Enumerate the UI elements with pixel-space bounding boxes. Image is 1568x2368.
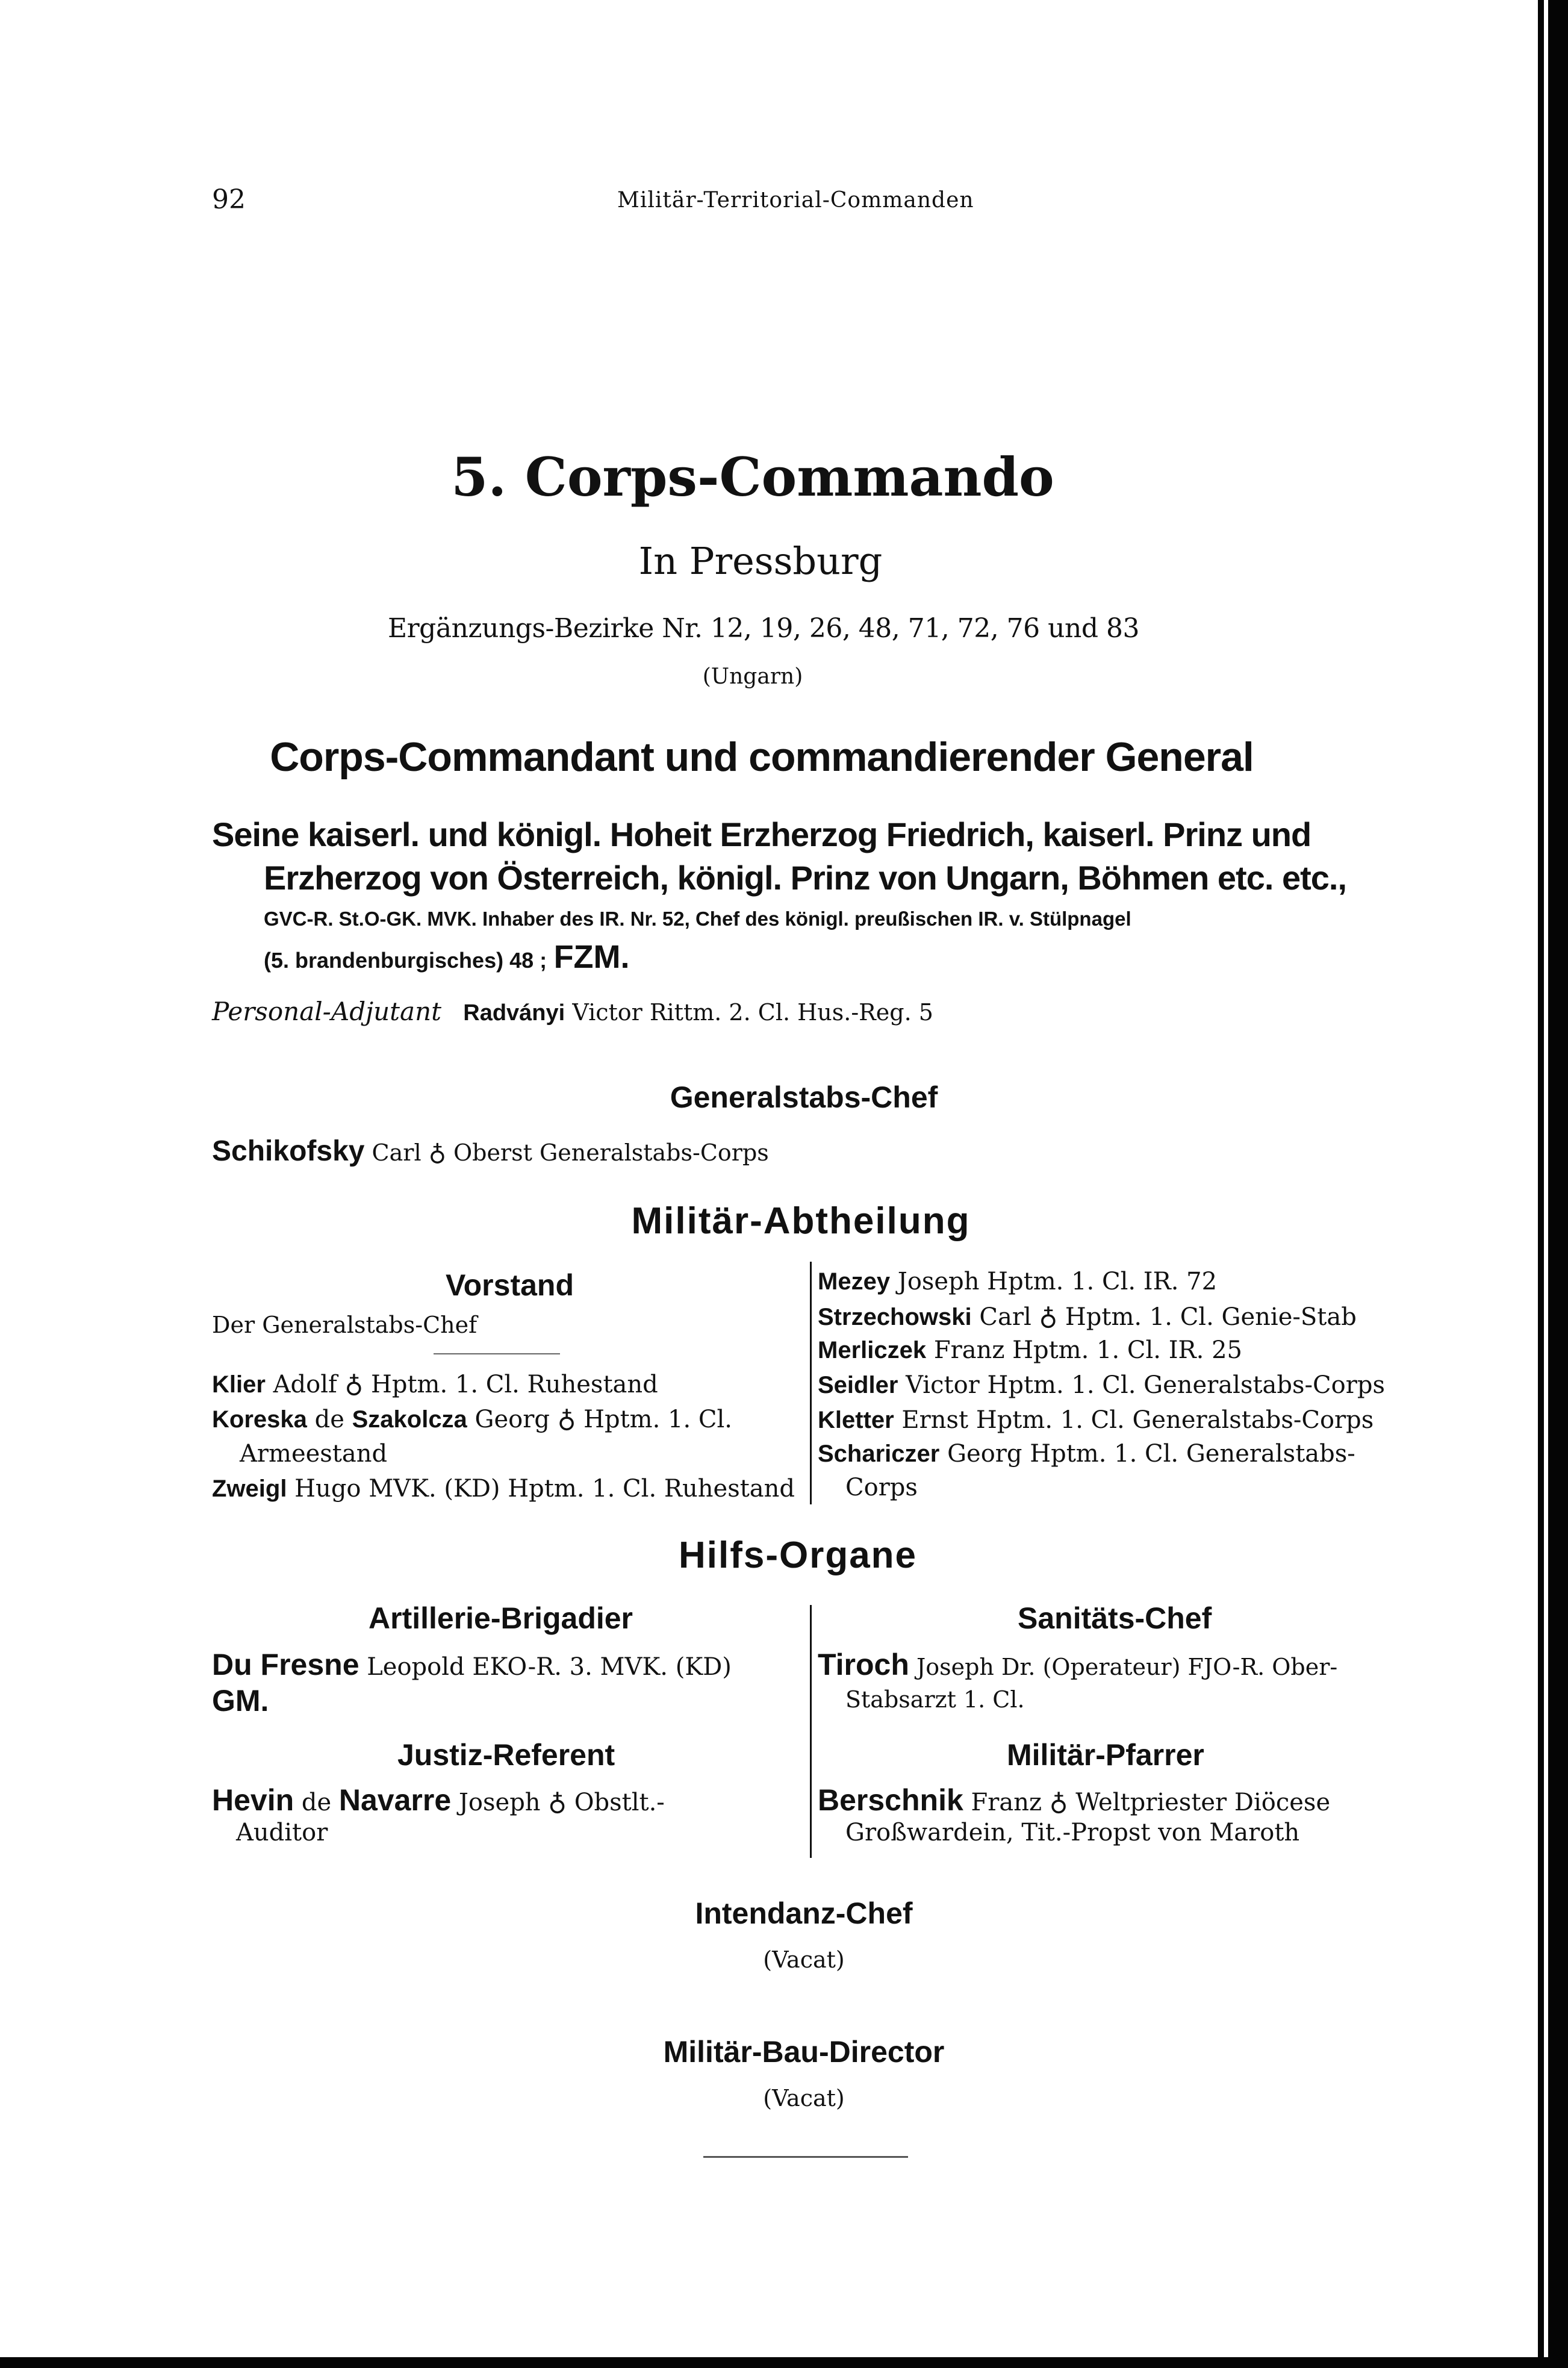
right-entry-4-details: Victor Hptm. 1. Cl. Generalstabs-Corps xyxy=(906,1371,1385,1399)
commander-regiment: (5. brandenburgisches) 48 ; xyxy=(264,948,547,973)
left-entry-2-name2: Szakolcza xyxy=(352,1406,467,1433)
left-entry-2 xyxy=(212,1402,732,1436)
staff-chief-heading: Generalstabs-Chef xyxy=(670,1080,938,1114)
commander-heading: Corps-Commandant und commandierender General xyxy=(270,734,1254,780)
right-entry-1-details: Joseph Hptm. 1. Cl. IR. 72 xyxy=(897,1268,1218,1295)
decoration-icon: ♁ xyxy=(344,1369,364,1398)
right-entry-6-details: Georg Hptm. 1. Cl. Generalstabs- xyxy=(947,1440,1355,1468)
decoration-icon: ♁ xyxy=(548,1787,567,1816)
staff-chief-line xyxy=(212,1135,769,1168)
chaplain-rank: Großwardein, Tit.-Propst von Maroth xyxy=(845,1819,1300,1846)
staff-chief-details: Oberst Generalstabs-Corps xyxy=(453,1139,769,1166)
construction-value: (Vacat) xyxy=(763,2085,845,2111)
adjutant-label: Personal-Adjutant xyxy=(212,997,441,1026)
chaplain-first: Franz xyxy=(971,1789,1042,1816)
left-entry-1-name: Klier xyxy=(212,1371,266,1398)
justice-rank: Auditor xyxy=(236,1819,328,1846)
medical-rank: Stabsarzt 1. Cl. xyxy=(845,1686,1025,1713)
vorstand-heading: Vorstand xyxy=(446,1268,574,1302)
left-entry-2-cont: Armeestand xyxy=(240,1440,388,1468)
end-rule xyxy=(703,2156,908,2158)
right-entry-2 xyxy=(818,1300,1357,1334)
justice-name2: Navarre xyxy=(338,1783,452,1817)
construction-heading: Militär-Bau-Director xyxy=(663,2035,945,2069)
artillery-heading: Artillerie-Brigadier xyxy=(369,1601,633,1635)
right-entry-5 xyxy=(818,1403,1374,1437)
left-entry-2-first: Georg xyxy=(474,1406,550,1433)
decoration-icon: ♁ xyxy=(1049,1787,1068,1816)
region-note: (Ungarn) xyxy=(702,664,803,689)
decoration-icon: ♁ xyxy=(1039,1301,1058,1331)
right-entry-4 xyxy=(818,1368,1385,1402)
left-entry-1 xyxy=(212,1367,658,1401)
left-entry-3 xyxy=(212,1472,795,1506)
commander-line-3: GVC-R. St.O-GK. MVK. Inhaber des IR. Nr. 52, Chef des königl. preußischen IR. v. Stülpnagel xyxy=(264,908,1131,930)
decoration-icon: ♁ xyxy=(557,1404,576,1433)
right-entry-6 xyxy=(818,1437,1355,1471)
medical-name: Tiroch xyxy=(818,1648,909,1681)
artillery-entry xyxy=(212,1647,732,1682)
intendance-value: (Vacat) xyxy=(763,1946,845,1973)
running-head: Militär-Territorial-Commanden xyxy=(617,188,974,213)
military-dept-heading: Militär-Abtheilung xyxy=(631,1200,971,1242)
recruitment-districts: Ergänzungs-Bezirke Nr. 12, 19, 26, 48, 71, 72, 76 und 83 xyxy=(388,613,1139,644)
right-entry-3-details: Franz Hptm. 1. Cl. IR. 25 xyxy=(933,1336,1242,1364)
justice-entry xyxy=(212,1783,665,1818)
justice-details: Obstlt.- xyxy=(574,1789,665,1816)
medical-heading: Sanitäts-Chef xyxy=(1018,1601,1212,1635)
justice-first: Joseph xyxy=(458,1789,541,1816)
right-entry-4-name: Seidler xyxy=(818,1372,898,1398)
vorstand-value: Der Generalstabs-Chef xyxy=(212,1312,478,1338)
left-entry-1-first: Adolf xyxy=(273,1371,337,1398)
left-entry-3-details: Hugo MVK. (KD) Hptm. 1. Cl. Ruhestand xyxy=(294,1475,795,1503)
right-entry-2-first: Carl xyxy=(979,1303,1031,1331)
location-subtitle: In Pressburg xyxy=(638,539,883,583)
medical-details: Joseph Dr. (Operateur) FJO-R. Ober- xyxy=(916,1654,1338,1680)
right-entry-3-name: Merliczek xyxy=(818,1337,927,1363)
left-entry-1-details: Hptm. 1. Cl. Ruhestand xyxy=(370,1371,658,1398)
right-entry-1 xyxy=(818,1265,1217,1298)
staff-chief-name: Schikofsky xyxy=(212,1135,365,1167)
left-entry-2-details: Hptm. 1. Cl. xyxy=(583,1406,733,1433)
left-entry-3-name: Zweigl xyxy=(212,1475,287,1502)
chaplain-heading: Militär-Pfarrer xyxy=(1007,1738,1204,1772)
medical-entry xyxy=(818,1647,1337,1682)
artillery-rank: GM. xyxy=(212,1684,269,1718)
left-entry-2-de: de xyxy=(314,1406,344,1433)
commander-rank: FZM. xyxy=(553,939,630,975)
adjutant-line xyxy=(212,997,933,1026)
short-rule xyxy=(434,1353,560,1354)
chaplain-entry xyxy=(818,1783,1330,1818)
chaplain-name: Berschnik xyxy=(818,1783,963,1817)
right-entry-5-name: Kletter xyxy=(818,1407,894,1433)
right-entry-5-details: Ernst Hptm. 1. Cl. Generalstabs-Corps xyxy=(901,1406,1374,1434)
page-title: 5. Corps-Commando xyxy=(451,446,1054,508)
justice-de: de xyxy=(301,1789,332,1816)
adjutant-name: Radványi xyxy=(463,1000,565,1026)
artillery-details: Leopold EKO-R. 3. MVK. (KD) xyxy=(367,1653,732,1681)
auxiliary-heading: Hilfs-Organe xyxy=(678,1535,918,1576)
right-entry-6-cont: Corps xyxy=(845,1474,918,1501)
right-entry-3 xyxy=(818,1333,1242,1367)
decoration-icon: ♁ xyxy=(428,1139,446,1167)
artillery-name: Du Fresne xyxy=(212,1648,359,1681)
right-entry-6-name: Schariczer xyxy=(818,1441,940,1467)
right-entry-2-details: Hptm. 1. Cl. Genie-Stab xyxy=(1065,1303,1357,1331)
adjutant-details: Victor Rittm. 2. Cl. Hus.-Reg. 5 xyxy=(572,999,933,1026)
right-entry-1-name: Mezey xyxy=(818,1268,891,1295)
staff-chief-first-name: Carl xyxy=(372,1139,422,1166)
chaplain-details: Weltpriester Diöcese xyxy=(1075,1789,1331,1816)
justice-heading: Justiz-Referent xyxy=(397,1738,615,1772)
column-divider xyxy=(810,1605,812,1858)
intendance-heading: Intendanz-Chef xyxy=(695,1896,913,1930)
left-entry-2-name: Koreska xyxy=(212,1406,307,1433)
scan-edge-right xyxy=(1538,0,1568,2368)
commander-line-2: Erzherzog von Österreich, königl. Prinz von Ungarn, Böhmen etc. etc., xyxy=(264,859,1347,897)
commander-line-4 xyxy=(264,938,630,976)
column-divider xyxy=(810,1262,812,1504)
page-number: 92 xyxy=(212,184,246,215)
scan-edge-bottom xyxy=(0,2357,1568,2368)
justice-name: Hevin xyxy=(212,1783,294,1817)
commander-line-1: Seine kaiserl. und königl. Hoheit Erzherzog Friedrich, kaiserl. Prinz und xyxy=(212,815,1311,853)
right-entry-2-name: Strzechowski xyxy=(818,1304,972,1330)
